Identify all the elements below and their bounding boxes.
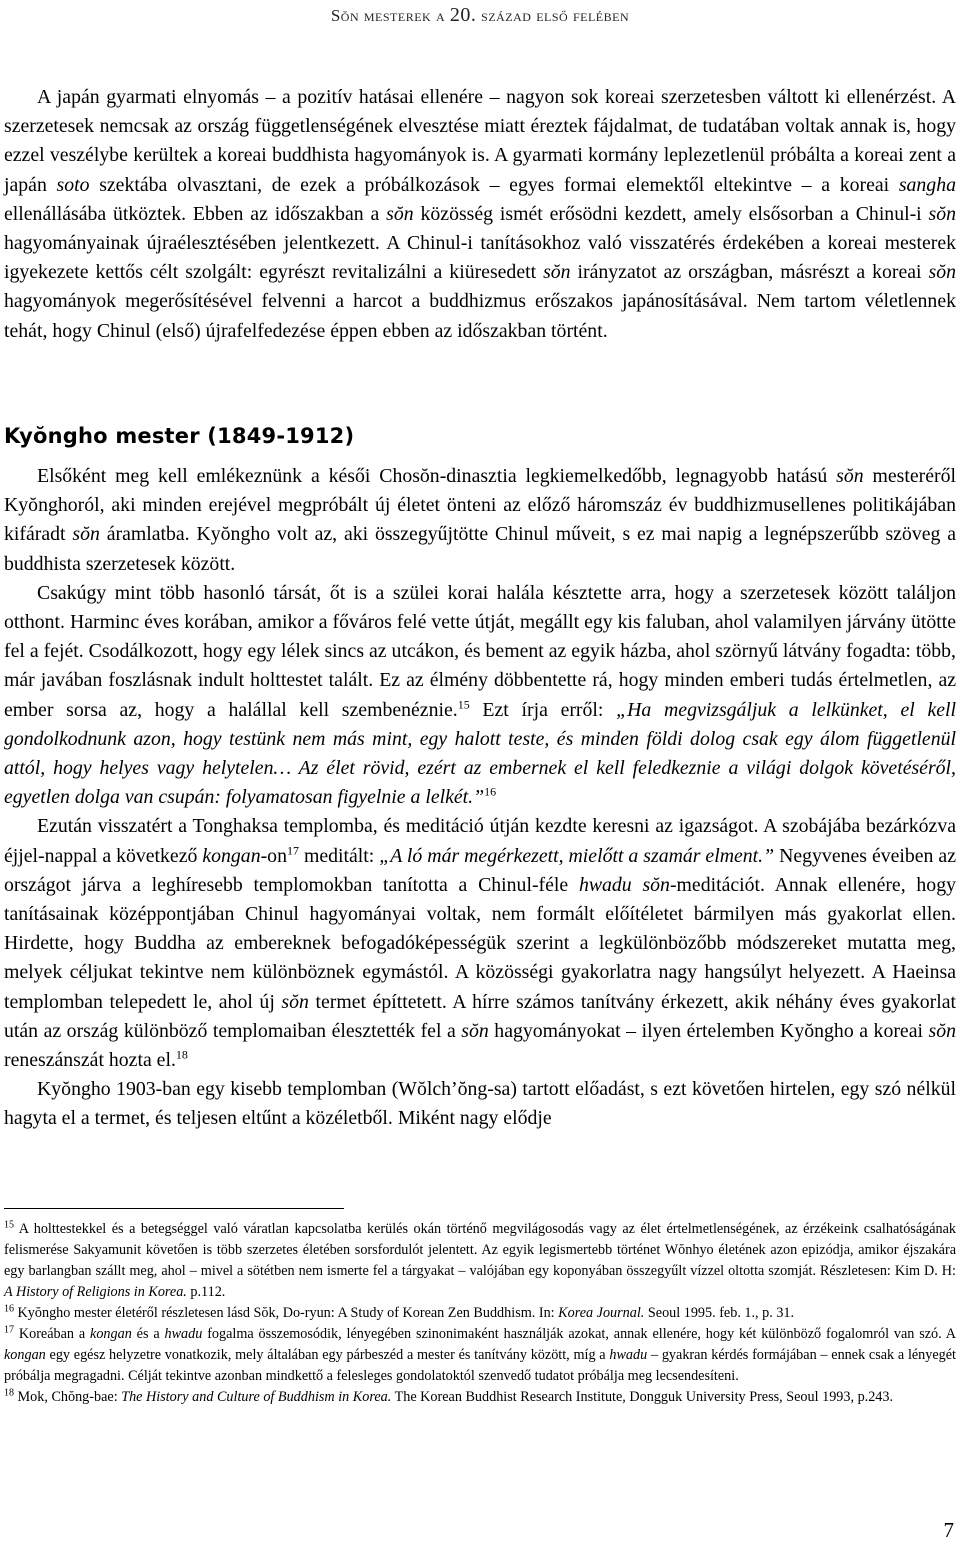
page-number: 7 [943,1518,954,1542]
footnote [4,1387,956,1408]
text-run: reneszánszát hozta el. [4,1049,176,1072]
text-run: Elsőként meg kell emlékeznünk a késői Chosŏn-dinasztia legkiemelkedőbb, legnagyobb hatású [37,465,837,487]
italic-text: sŏn [928,261,956,284]
text-run: közösség ismét erősödni kezdett, amely elsősorban a Chinul-i [413,202,929,225]
italic-text: sŏn [928,1019,956,1042]
section-heading: Kyŏngho mester (1849-1912) [4,424,355,448]
running-header-number: 20. [449,4,477,26]
text-run: Ezt írja erről: [469,698,617,721]
italic-text: hwadu [164,1326,203,1342]
italic-text: sŏn [386,202,414,225]
footnote [4,1324,956,1387]
text-run: áramlatba. Kyŏngho volt az, aki összegyűjtötte Chinul műveit, s ez mai napig a legnépszerűbb szöveg a buddhista szerzetesek között. [4,523,957,575]
italic-text: sŏn [836,465,864,487]
text-run: The Korean Buddhist Research Institute, Dongguk University Press, Seoul 1993, p.243. [391,1389,894,1405]
text-run: meditált: [298,844,380,867]
text-run: fogalma összemosódik, lényegében szinonimaként használják azokat, annak ellenére, hogy két különböző fogalomról van szó. A [202,1326,956,1342]
text-run: – gyakran kérdés formájában – ennek csak a lényegét próbálja megragadni. Célját tekintve azonban mindkettő a felesleges gondolatoktól szenvedő tudatot próbálja meg lecsendesíteni. [4,1347,956,1384]
body-paragraph [4,462,956,579]
footnote [4,1303,956,1324]
italic-text: sŏn [72,523,100,546]
italic-text: „Ha megvizsgáljuk a lelkünket, el kell gondolkodnunk azon, hogy testünk nem más mint, egy halott teste, és minden földi dolog csak egy álom függetlenül attól, hogy helyes vagy helytelen… Az élet rövid, ezért az embernek el kell feledkeznie a világi dolgok követéséről, egyetlen dolga van csupán: folyamatosan figyelnie a lelkét.” [4,698,957,809]
footnote-ref: 16 [4,1303,14,1315]
footnote-ref: 18 [175,1047,188,1062]
italic-text: „A ló már megérkezett, mielőtt a szamár elment.” [379,844,775,867]
italic-text: sŏn [928,202,957,225]
text-run: Ezután visszatért a Tonghaksa templomba, és meditáció útján kezdte keresni az igazságot. A szobájába bezárkózva éjjel-nappal a következő [4,815,956,867]
footnote-ref: 17 [4,1324,14,1336]
text-run: A holttestekkel és a betegséggel való váratlan kapcsolatba kerülés okán történő megvilágosodás vagy az élet értelmetlenségének, az érzékeink csalhatóságának felismerése Sakyamunit követően is több szerzetes életében sorsfordulót jelentett. Az egyik legismertebb történet Wŏnhyo életének azon epizódja, amikor éjszakára egy barlangban szállt meg, ahol – mivel a sötétben nem ismerte fel a tárgyakat – valójában egy koponyában összegyűlt vízzel oltotta szomját. Részletesen: Kim D. H: [4,1221,956,1279]
text-run: szektába olvasztani, de ezek a próbálkozások – egyes formai elemektől eltekintve – a koreai [89,173,899,196]
footnote-ref: 15 [4,1219,14,1231]
text-run: ellenállásába ütköztek. Ebben az időszakban a [4,202,387,225]
text-run: -on [260,844,287,867]
text-run: Kyŏngho 1903-ban egy kisebb templomban (Wŏlch’ŏng-sa) tartott előadást, s ezt követően hirtelen, egy szó nélkül hagyta el a termet, és teljesen eltűnt a közéletből. Miként nagy elődje [4,1078,956,1130]
footnote-ref: 15 [457,697,470,712]
text-run: Seoul 1995. feb. 1., p. 31. [644,1305,795,1321]
intro-text [4,83,956,346]
italic-text: sŏn [543,261,571,284]
italic-text: hwadu [609,1347,648,1363]
running-header [0,4,960,27]
text-run: Negyvenes éveiben az országot járva a leghíresebb templomokban tanította a Chinul-féle [4,844,956,896]
italic-text: A History of Religions in Korea. [4,1284,187,1300]
italic-text: sŏn [281,990,309,1013]
italic-text: sangha [898,173,956,196]
text-run: és a [131,1326,165,1342]
italic-text: kongan [202,844,261,867]
body-paragraph [4,579,956,813]
italic-text: sŏn [461,1019,489,1042]
body-paragraph [4,812,956,1075]
italic-text: hwadu sŏn [578,873,670,896]
text-run: Kyŏngho mester életéről részletesen lásd Sŏk, Do-ryun: A Study of Korean Zen Buddhism. In: [14,1305,559,1321]
italic-text: kongan [4,1347,46,1363]
italic-text: Korea Journal. [558,1305,645,1321]
text-run: irányzatot az országban, másrészt a koreai [570,261,929,284]
footnote-ref: 18 [4,1387,14,1399]
text-run: hagyományok megerősítésével felvenni a harcot a buddhizmus erőszakos japánosításával. Nem tartom véletlennek tehát, hogy Chinul (első) újrafelfedezése éppen ebben az időszakban történt. [4,290,956,342]
text-run: A japán gyarmati elnyomás – a pozitív hatásai ellenére – nagyon sok koreai szerzetesben váltott ki ellenérzést. A szerzetesek nemcsak az ország függetlenségének elvesztése miatt éreztek fájdalmat, de tudatában voltak annak is, hogy ezzel veszélybe kerültek a koreai buddhista hagyományok is. A gyarmati kormány leplezetlenül próbálta a koreai zent a japán [4,86,956,196]
text-run: termet építtetett. A hírre számos tanítvány érkezett, akik néhány éves gyakorlat után az ország különböző templomaiban élesztették fel a [4,990,956,1042]
footnote-ref: 17 [286,843,299,858]
footnote-separator [4,1208,344,1209]
italic-text: kongan [90,1326,132,1342]
footnotes [4,1219,956,1408]
body-paragraph [4,1075,956,1133]
text-run: hagyományainak újraélesztésében jelentkezett. A Chinul-i tanításokhoz való visszatérés érdekében a koreai mesterek igyekezete kettős célt szolgált: egyrészt revitalizálni a kiüresedett [4,232,956,284]
text-run: Koreában a [14,1326,91,1342]
italic-text: The History and Culture of Buddhism in Korea. [121,1389,392,1405]
text-run: Csakúgy mint több hasonló társát, őt is a szülei korai halála késztette arra, hogy a szerzetesek között találjon otthont. Harminc éves korában, amikor a főváros felé vette útját, megállt egy kis faluban, ahol valamilyen járvány ütötte fel a fejét. Csodálkozott, hogy egy lélek sincs az utcákon, és bement az egyik házba, ahol szörnyű látvány fogadta: több, már javában foszlásnak indult holttestet talált. Ez az élmény döbbentette rá, hogy minden emberi tudás értelmetlen, az ember sorsa az, hogy a halállal kell szembenéznie. [4,581,956,721]
text-run: egy egész helyzetre vonatkozik, mely általában egy párbeszéd a mester és tanítvány között, míg a [45,1347,610,1363]
text-run: hagyományokat – ilyen értelemben Kyŏngho a koreai [488,1019,929,1042]
footnote-ref: 16 [484,784,497,799]
text-run: p.112. [186,1284,226,1300]
running-header-text-1: Sŏn mesterek a [330,6,450,25]
text-run: -meditációt. Annak ellenére, hogy tanításainak középpontjában Chinul hagyományai voltak, nem formált előítéletet bármilyen más gyakorlat ellen. Hirdette, hogy Buddha az embereknek befogadóképességük szerint a legkülönbözőbb módszereket mutatta meg, melyek céljukat tekintve nem különböznek egymástól. A közösségi gyakorlatra nagy hangsúlyt helyezett. A Haeinsa templomban telepedett le, ahol új [4,873,956,1013]
footnote [4,1219,956,1303]
text-run: Mok, Chŏng-bae: [14,1389,122,1405]
section-body [4,462,956,1134]
intro-paragraph [4,83,956,346]
text-run: mesteréről Kyŏnghoról, aki minden erejével megpróbált új életet önteni az előző háromszáz év buddhizmusellenes politikájában kifáradt [4,465,956,546]
italic-text: soto [56,173,90,196]
running-header-text-2: század első felében [476,6,630,25]
